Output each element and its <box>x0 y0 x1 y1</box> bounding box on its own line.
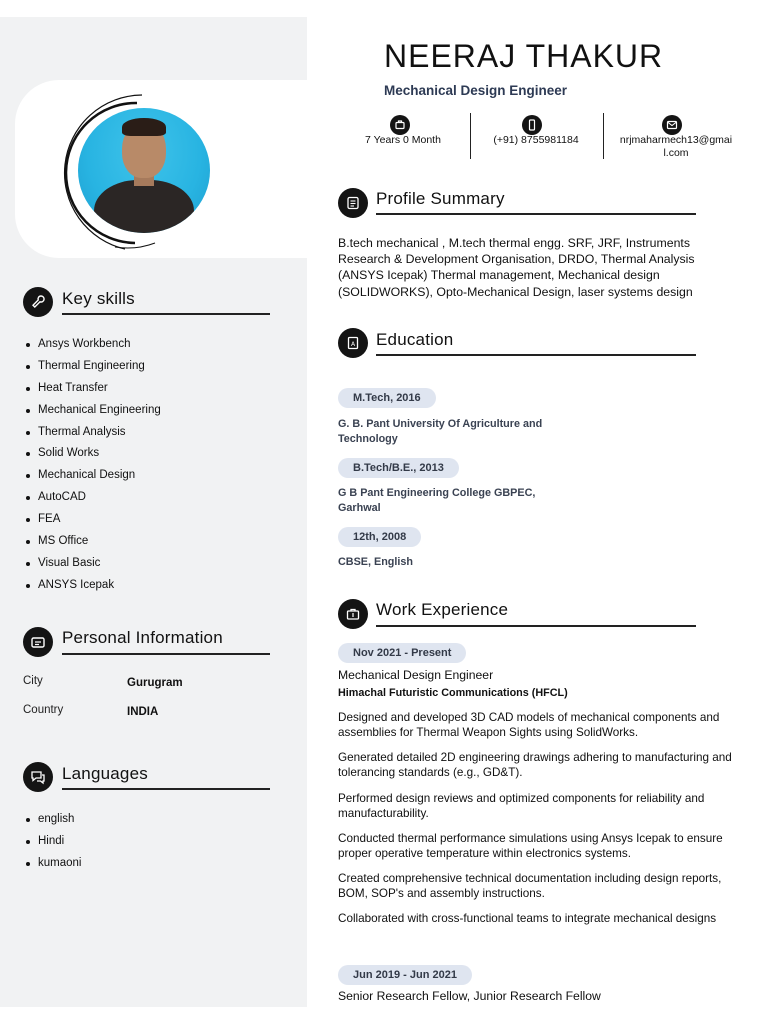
job-duty: Conducted thermal performance simulations using Ansys Icepak to ensure proper operative temperature within electronics systems. <box>338 832 723 860</box>
profile-summary-heading: Profile Summary <box>376 189 505 208</box>
skill-item: Heat Transfer <box>23 378 161 400</box>
education-school: CBSE, English <box>338 556 413 568</box>
job-title: Senior Research Fellow, Junior Research Fellow <box>338 989 601 1003</box>
profile-summary-text: B.tech mechanical , M.tech thermal engg. SRF, JRF, Instruments Research & Development Organisation, DRDO, Thermal Analysis (ANSYS Icepak) Thermal management, Mechanical design (SOLIDWORKS), Opto-Mechanical Design, laser systems design <box>338 236 695 299</box>
email-line-1: nrjmaharmech13@gmai <box>619 134 733 146</box>
languages-heading: Languages <box>62 764 148 783</box>
job-duty: Created comprehensive technical documentation including design reports, BOM, SOP's and assembly instructions. <box>338 872 722 900</box>
key-skills-list <box>23 334 161 597</box>
education-degree-badge: 12th, 2008 <box>338 527 421 547</box>
candidate-role: Mechanical Design Engineer <box>384 83 568 98</box>
job-duty: Designed and developed 3D CAD models of mechanical components and assemblies for Thermal Weapon Sights using SolidWorks. <box>338 711 720 739</box>
skill-item: Mechanical Design <box>23 465 161 487</box>
job-period-badge: Jun 2019 - Jun 2021 <box>338 965 472 985</box>
wrench-icon <box>23 287 53 317</box>
contact-separator <box>603 113 604 159</box>
skill-item: Solid Works <box>23 443 161 465</box>
contact-separator <box>470 113 471 159</box>
contact-email <box>612 115 740 160</box>
job-duty: Performed design reviews and optimized components for reliability and manufacturability. <box>338 792 705 820</box>
skill-item: Ansys Workbench <box>23 334 161 356</box>
education-school: G. B. Pant University Of Agriculture and Technology <box>338 418 543 445</box>
skill-item: MS Office <box>23 531 161 553</box>
chat-bubbles-icon <box>23 762 53 792</box>
language-item: english <box>23 809 81 831</box>
language-item: kumaoni <box>23 853 81 875</box>
education-degree-badge: M.Tech, 2016 <box>338 388 436 408</box>
document-icon <box>338 188 368 218</box>
country-value: INDIA <box>127 706 159 718</box>
education-rule <box>376 354 696 356</box>
job-period-badge: Nov 2021 - Present <box>338 643 466 663</box>
languages-rule <box>62 788 270 790</box>
key-skills-heading: Key skills <box>62 289 135 308</box>
candidate-name: NEERAJ THAKUR <box>384 38 664 74</box>
job-duty: Collaborated with cross-functional teams to integrate mechanical designs <box>338 912 717 925</box>
personal-information-rule <box>62 653 270 655</box>
skill-item: Thermal Engineering <box>23 356 161 378</box>
skill-item: Thermal Analysis <box>23 422 161 444</box>
contact-phone <box>484 115 588 160</box>
skill-item: ANSYS Icepak <box>23 575 161 597</box>
education-heading: Education <box>376 330 454 349</box>
id-card-icon <box>23 627 53 657</box>
language-item: Hindi <box>23 831 81 853</box>
experience-text: 7 Years 0 Month <box>365 134 441 146</box>
education-school: G B Pant Engineering College GBPEC, Garhwal <box>338 487 536 514</box>
phone-text: (+91) 8755981184 <box>493 134 579 146</box>
profile-summary-rule <box>376 213 696 215</box>
briefcase-icon <box>338 599 368 629</box>
svg-text:A: A <box>350 341 356 348</box>
skill-item: Visual Basic <box>23 553 161 575</box>
key-skills-rule <box>62 313 270 315</box>
email-line-2: l.com <box>663 147 689 159</box>
skill-item: FEA <box>23 509 161 531</box>
skill-item: AutoCAD <box>23 487 161 509</box>
personal-information-heading: Personal Information <box>62 628 223 647</box>
job-duty: Generated detailed 2D engineering drawings adhering to manufacturing and tolerancing standards (e.g., GD&T). <box>338 751 732 779</box>
contact-experience <box>355 115 451 160</box>
job-title: Mechanical Design Engineer <box>338 668 494 682</box>
city-value: Gurugram <box>127 677 183 689</box>
book-icon <box>338 328 368 358</box>
work-experience-rule <box>376 625 696 627</box>
envelope-icon <box>662 115 682 135</box>
job-company: Himachal Futuristic Communications (HFCL) <box>338 687 568 699</box>
education-degree-badge: B.Tech/B.E., 2013 <box>338 458 459 478</box>
city-label: City <box>23 675 43 687</box>
skill-item: Mechanical Engineering <box>23 400 161 422</box>
work-experience-heading: Work Experience <box>376 600 509 619</box>
email-text <box>612 134 740 160</box>
country-label: Country <box>23 704 64 716</box>
mobile-phone-icon <box>522 115 542 135</box>
languages-list <box>23 809 81 875</box>
briefcase-icon <box>390 115 410 135</box>
profile-photo <box>78 108 210 233</box>
